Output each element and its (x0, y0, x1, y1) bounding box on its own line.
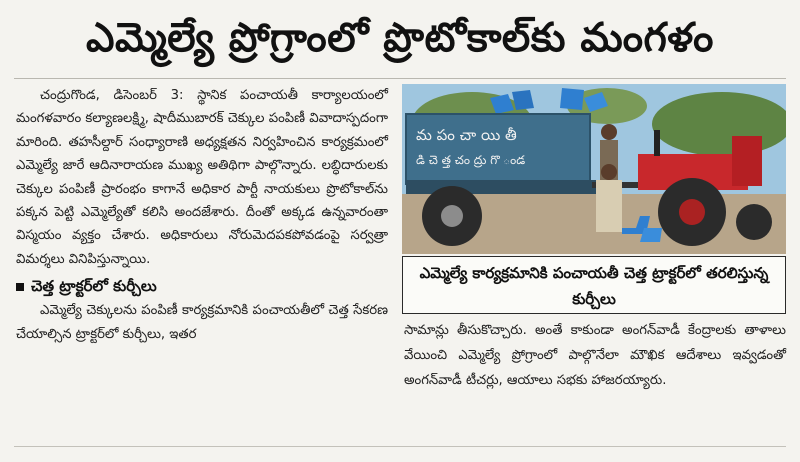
photo-tree (652, 92, 786, 156)
top-divider (14, 78, 786, 79)
subheading: చెత్త ట్రాక్టర్‌లో కుర్చీలు (16, 273, 388, 299)
article-column-left (16, 84, 388, 454)
headline: ఎమ్మెల్యే ప్రోగ్రాంలో ప్రొటోకాల్‌కు మంగళం (86, 15, 714, 61)
article-column-right (404, 318, 786, 428)
photo-illustration (402, 84, 786, 254)
photo-trailer-label: మ పం చా యి తీ (416, 126, 517, 144)
photo-trailer (406, 114, 590, 184)
article-paragraph-1: చంద్రుగొండ, డిసెంబర్ 3: స్థానిక పంచాయతీ కార్యాలయంలో మంగళవారం కల్యాణలక్ష్మి, షాదీముబారక్ చెక్కుల పంపిణీ వివాదాస్పదంగా మారింది. తహసీల్దార్ సంధ్యారాణి అధ్యక్షతన నిర్వహించిన కార్యక్రమంలో ఎమ్మెల్యే జారే ఆదినారాయణ ముఖ్య అతిథిగా పాల్గొన్నారు. లబ్ధిదారులకు చెక్కుల పంపిణీ ప్రారంభం కాగానే అధికార పార్టీ నాయకులు ప్రొటోకాల్‌ను పక్కన పెట్టి ఎమ్మెల్యేతో కలిసి అందజేశారు. దీంతో అక్కడ ఉన్నవారంతా విస్మయం వ్యక్తం చేశారు. అధికారులు నోరుమెదపకపోవడంపై సర్వత్రా విమర్శలు వినిపిస్తున్నాయి. (16, 88, 388, 267)
photo-wheel-hub (441, 205, 463, 227)
photo-wheel-hub (679, 199, 705, 225)
photo-wheel (736, 204, 772, 240)
photo-tractor-exhaust (654, 130, 660, 156)
bottom-divider (14, 446, 786, 447)
photo-chair (560, 88, 584, 110)
photo-person-head (601, 124, 617, 140)
photo-person (596, 180, 622, 232)
photo-caption: ఎమ్మెల్యే కార్యక్రమానికి పంచాయతీ చెత్త ట్రాక్టర్‌లో తరలిస్తున్న కుర్చీలు (402, 256, 786, 314)
photo-trailer-label: డి చె త్త చం ద్రు గొ ండ (416, 153, 526, 167)
article-paragraph-2: ఎమ్మెల్యే చెక్కులను పంపిణీ కార్యక్రమానికి పంచాయతీలో చెత్త సేకరణ చేయాల్సిన ట్రాక్టర్‌లో కుర్చీలు, ఇతర (16, 303, 388, 342)
news-photo (402, 84, 786, 254)
photo-person-head (601, 164, 617, 180)
photo-tractor-hood (732, 136, 762, 186)
article-paragraph-3: సామాన్లు తీసుకొచ్చారు. అంతే కాకుండా అంగన్‌వాడీ కేంద్రాలకు తాళాలు వేయించి ఎమ్మెల్యే ప్రోగ్రాంలో పాల్గొనేలా మౌఖిక ఆదేశాలు ఇవ్వడంతో అంగన్‌వాడీ టీచర్లు, ఆయాలు సభకు హాజరయ్యారు. (404, 323, 786, 388)
